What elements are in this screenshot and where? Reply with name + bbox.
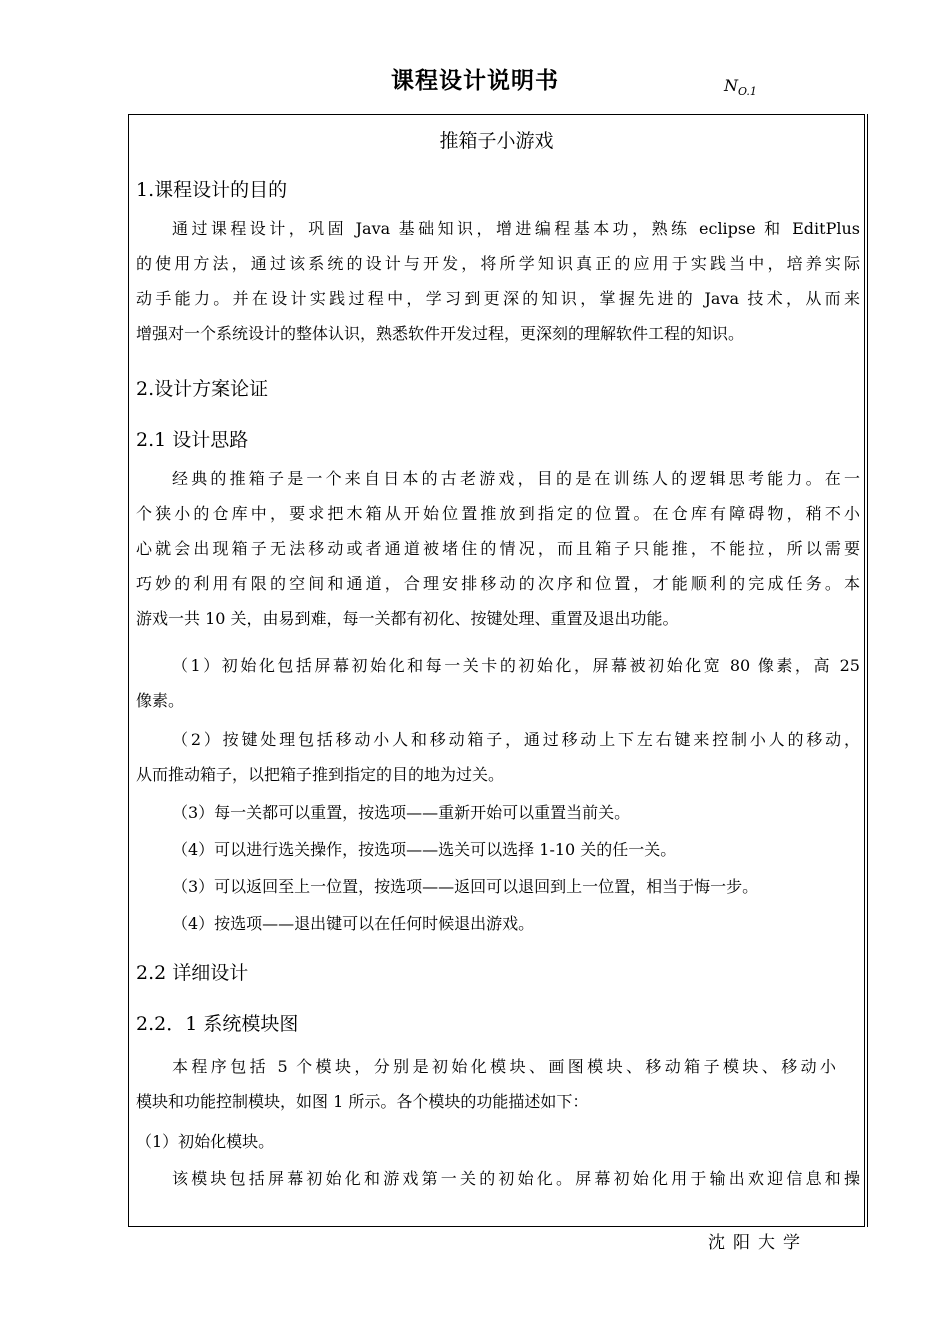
paragraph-line: （2）按键处理包括移动小人和移动箱子，通过移动上下左右键来控制小人的移动， (172, 730, 860, 749)
page-number (724, 76, 757, 98)
paragraph-line: 个狭小的仓库中，要求把木箱从开始位置推放到指定的位置。在仓库有障碍物，稍不小 (136, 504, 860, 523)
paragraph-line: 该模块包括屏幕初始化和游戏第一关的初始化。屏幕初始化用于输出欢迎信息和操 (172, 1169, 860, 1188)
list-item-3 (136, 795, 860, 830)
paragraph-line: 游戏一共 10 关，由易到难，每一关都有初化、按键处理、重置及退出功能。 (136, 609, 679, 628)
section-1-paragraph (136, 211, 860, 351)
list-item-4 (136, 832, 860, 867)
header-title: 课程设计说明书 (391, 68, 559, 94)
list-item-1 (136, 648, 860, 718)
section-2-2-1-heading: 2.2．1 系统模块图 (136, 1013, 299, 1035)
paragraph-line: （1）初始化包括屏幕初始化和每一关卡的初始化，屏幕被初始化宽 80 像素，高 25 (172, 656, 860, 675)
paragraph-line: （3）可以返回至上一位置，按选项——返回可以退回到上一位置，相当于悔一步。 (172, 877, 759, 896)
paragraph-line: （4）按选项——退出键可以在任何时候退出游戏。 (172, 914, 535, 933)
paragraph-line: 经典的推箱子是一个来自日本的古老游戏，目的是在训练人的逻辑思考能力。在一 (172, 469, 860, 488)
section-1-heading: 1.课程设计的目的 (136, 179, 288, 201)
paragraph-line: 动手能力。并在设计实践过程中，学习到更深的知识，掌握先进的 Java 技术，从而来 (136, 289, 860, 308)
section-2-2-1-paragraph (136, 1049, 836, 1119)
list-item-2 (136, 722, 860, 792)
paragraph-line: 通过课程设计，巩固 Java 基础知识，增进编程基本功，熟练 eclipse 和 EditPlus (172, 219, 860, 238)
paragraph-line: 的使用方法，通过该系统的设计与开发，将所学知识真正的应用于实践当中，培养实际 (136, 254, 860, 273)
paragraph-line: （4）可以进行选关操作，按选项——选关可以选择 1-10 关的任一关。 (172, 840, 677, 859)
section-2-2-heading: 2.2 详细设计 (136, 962, 249, 984)
list-item-6 (136, 906, 860, 941)
module-1-heading (136, 1124, 860, 1159)
module-1-description (136, 1161, 860, 1196)
frame-double-line (867, 114, 868, 1227)
section-2-heading: 2.设计方案论证 (136, 378, 269, 400)
document-title: 推箱子小游戏 (439, 130, 554, 152)
footer-university: 沈阳大学 (708, 1233, 808, 1253)
paragraph-line: 像素。 (136, 691, 185, 710)
section-2-1-heading: 2.1 设计思路 (136, 429, 249, 451)
paragraph-line: 增强对一个系统设计的整体认识，熟悉软件开发过程，更深刻的理解软件工程的知识。 (136, 324, 745, 343)
page-number-main: N (724, 76, 738, 95)
list-item-5 (136, 869, 860, 904)
page-number-sub: O.1 (738, 85, 757, 98)
section-2-1-paragraph (136, 461, 860, 636)
paragraph-line: （1）初始化模块。 (136, 1132, 275, 1151)
paragraph-line: 从而推动箱子，以把箱子推到指定的目的地为过关。 (136, 765, 505, 784)
paragraph-line: （3）每一关都可以重置，按选项——重新开始可以重置当前关。 (172, 803, 631, 822)
paragraph-line: 模块和功能控制模块，如图 1 所示。各个模块的功能描述如下： (136, 1092, 589, 1111)
paragraph-line: 本程序包括 5 个模块，分别是初始化模块、画图模块、移动箱子模块、移动小 (172, 1057, 836, 1076)
paragraph-line: 心就会出现箱子无法移动或者通道被堵住的情况，而且箱子只能推，不能拉，所以需要 (136, 539, 860, 558)
paragraph-line: 巧妙的利用有限的空间和通道，合理安排移动的次序和位置，才能顺利的完成任务。本 (136, 574, 860, 593)
